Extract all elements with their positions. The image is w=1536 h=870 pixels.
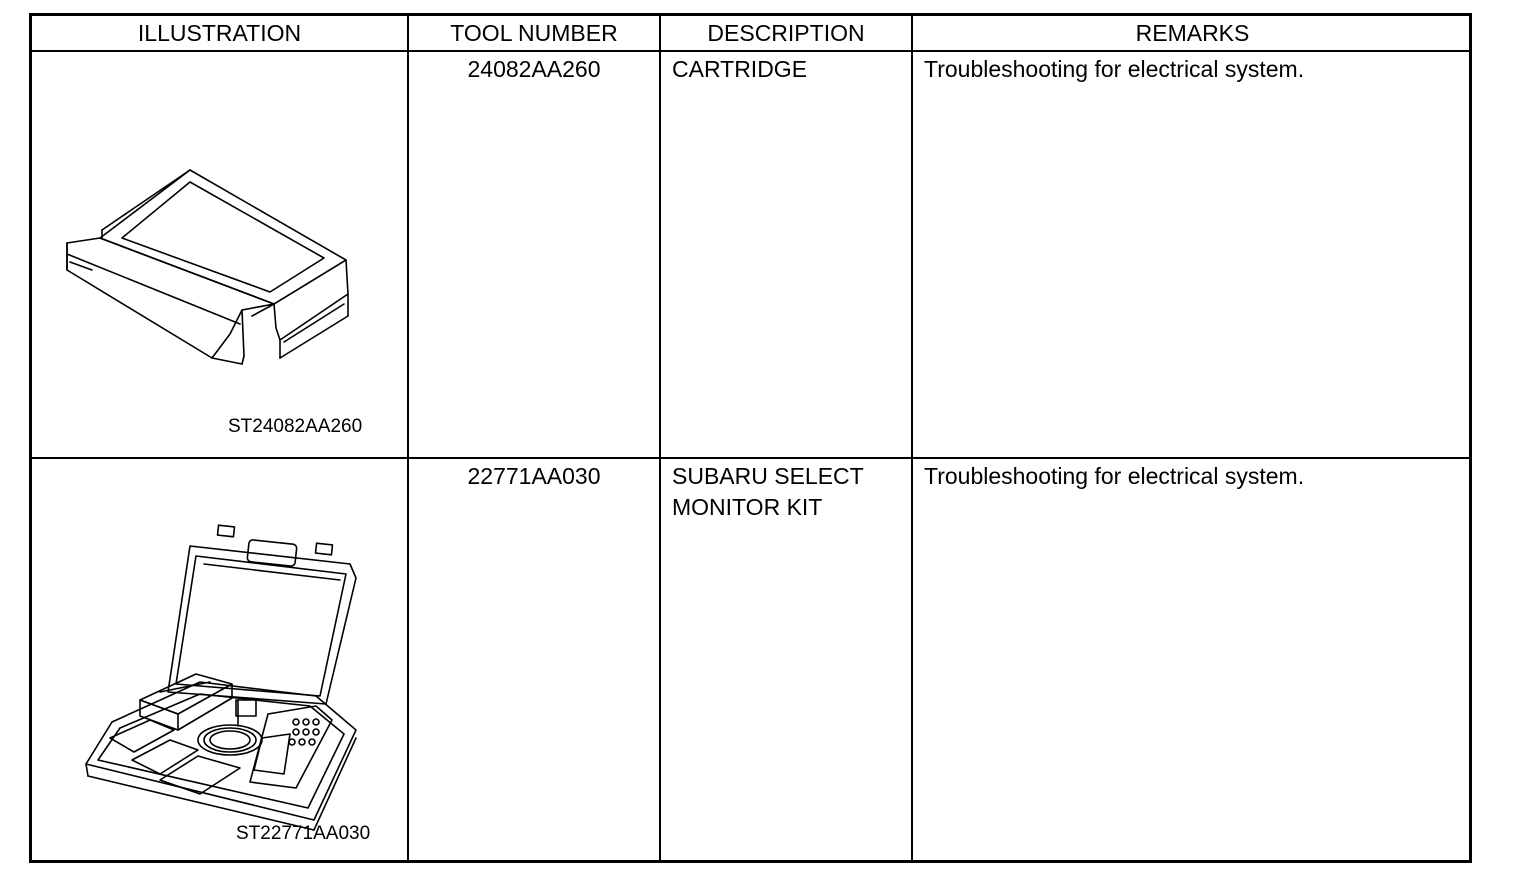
tool-number: 22771AA030 (467, 463, 601, 489)
tool-number: 24082AA260 (467, 56, 601, 82)
header-description: DESCRIPTION (707, 20, 865, 46)
description: CARTRIDGE (672, 56, 808, 82)
select-monitor-kit-case-illustration (70, 524, 370, 824)
illustration-caption: ST22771AA030 (236, 823, 371, 844)
illustration-caption: ST24082AA260 (228, 416, 363, 437)
column-divider (911, 16, 913, 860)
special-tools-table (29, 13, 1472, 863)
column-divider (659, 16, 661, 860)
cartridge-illustration (62, 166, 362, 366)
header-tool-number: TOOL NUMBER (450, 20, 618, 46)
description: SUBARU SELECT MONITOR KIT (672, 463, 864, 520)
header-illustration: ILLUSTRATION (137, 20, 302, 46)
row-divider (32, 457, 1469, 459)
remarks: Troubleshooting for electrical system. (924, 56, 1305, 82)
row-divider (32, 50, 1469, 52)
column-divider (407, 16, 409, 860)
header-remarks: REMARKS (1135, 20, 1250, 46)
remarks: Troubleshooting for electrical system. (924, 463, 1305, 489)
